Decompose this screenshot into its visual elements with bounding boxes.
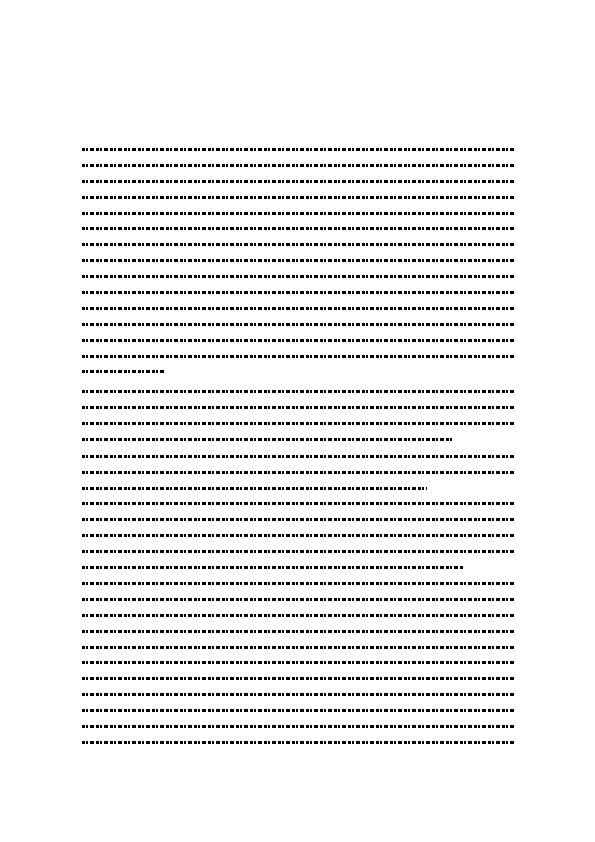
text-line (82, 275, 514, 278)
text-line (82, 406, 514, 409)
text-line (82, 355, 514, 358)
text-line (82, 471, 514, 474)
paragraph-2 (82, 390, 514, 454)
text-line (82, 180, 514, 183)
paragraph-1 (82, 148, 514, 386)
text-line (82, 487, 427, 490)
text-line (82, 307, 514, 310)
text-line (82, 422, 514, 425)
text-line (82, 502, 514, 505)
text-line (82, 323, 514, 326)
text-line (82, 227, 514, 230)
text-line (82, 534, 514, 537)
text-line (82, 455, 514, 458)
text-line (82, 661, 514, 664)
text-line (82, 582, 514, 585)
text-line (82, 390, 514, 393)
document-title (82, 96, 212, 106)
text-line (82, 212, 514, 215)
text-line (82, 598, 514, 601)
text-line (82, 339, 514, 342)
document-subtitle (82, 116, 482, 126)
text-line (82, 614, 514, 617)
text-line (82, 725, 514, 728)
text-line (82, 196, 514, 199)
text-line (82, 518, 514, 521)
text-line (82, 243, 514, 246)
text-line (82, 291, 514, 294)
text-line (82, 164, 514, 167)
text-line (82, 566, 464, 569)
text-line (82, 148, 514, 151)
text-line (82, 630, 514, 633)
text-line (82, 709, 514, 712)
text-line (82, 741, 514, 744)
text-line (82, 646, 514, 649)
text-line (82, 370, 166, 373)
text-line (82, 259, 514, 262)
text-line (82, 438, 454, 441)
text-line (82, 550, 514, 553)
text-line (82, 677, 514, 680)
paragraph-5 (82, 582, 514, 757)
paragraph-3 (82, 455, 514, 503)
paragraph-4 (82, 502, 514, 581)
text-line (82, 693, 514, 696)
